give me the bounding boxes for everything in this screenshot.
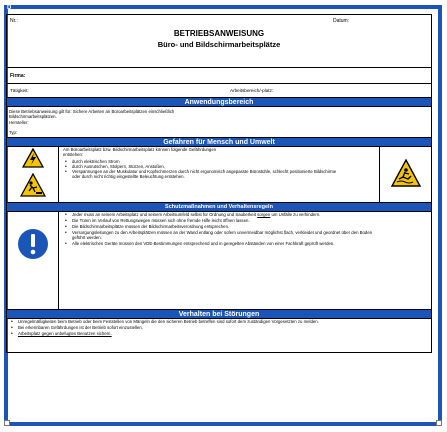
firma-label: Firma:	[10, 73, 26, 79]
anwendungsbereich-body	[6, 107, 432, 138]
taetigkeit-label: Tätigkeit:	[10, 88, 29, 93]
hersteller-label: Hersteller:	[9, 120, 29, 125]
document-subtitle: Büro- und Bildschirmarbeitsplätze	[157, 40, 281, 49]
header-block	[6, 14, 432, 68]
corner-label: D	[7, 5, 12, 11]
section-header-anwendungsbereich: Anwendungsbereich	[6, 98, 432, 107]
stoerungen-list	[9, 320, 427, 337]
stoerungen-item: • Arbeitsplatz gegen unbefugtes Benutzen sichern.	[9, 332, 427, 337]
gefahren-body	[6, 147, 432, 203]
schutz-item: • Die Bildschirmarbeitsplätze müssen der Bildschirmarbeitsverordnung entsprechen.	[63, 225, 379, 230]
schutz-icon-cell	[7, 212, 59, 309]
mandatory-sign-icon	[17, 228, 49, 260]
trip-warning-icon	[20, 173, 46, 197]
gefahren-intro-2: entstehen:	[63, 151, 84, 157]
gefahren-intro-1: Am Büroarbeitsplatz bzw. Bildschirmarbeitsplatz können folgende Gefährdungen	[63, 147, 217, 152]
slip-warning-icon	[391, 159, 421, 187]
gefahren-list	[63, 160, 375, 180]
gefahren-text	[63, 148, 375, 179]
stoerungen-item: • Unregelmäßigkeiten beim Betrieb oder beim Feststellen von Mängeln die den sicheren Betrieb betreffen sind sofort dem zuständigen Vorgesetzten zu melden.	[9, 320, 427, 325]
arbeitsbereich-label: Arbeitsbereich/-platz:	[230, 88, 274, 93]
gefahren-icons-cell	[7, 147, 59, 202]
typ-label: Typ:	[9, 130, 18, 135]
electric-warning-icon	[22, 148, 44, 168]
schutz-item: • Alle elektrischen Geräte müssen den VDE-Bestimmungen entsprechend und in geregelten Abständen von einer Fachkraft geprüft werden.	[63, 242, 379, 247]
schutz-item: • Die Türen im Verlauf von Rettungswegen müssen sich ohne fremde Hilfe leicht öffnen lassen.	[63, 219, 379, 224]
section-header-gefahren: Gefahren für Mensch und Umwelt	[6, 138, 432, 147]
section-header-stoerungen: Verhalten bei Störungen	[6, 310, 432, 319]
document-title: BETRIEBSANWEISUNG	[173, 29, 265, 38]
firma-row	[6, 68, 432, 84]
resize-handle-bottom-left[interactable]	[4, 420, 10, 426]
schutz-list	[63, 213, 379, 246]
schutz-text	[63, 213, 379, 246]
stoerungen-body	[6, 319, 432, 353]
nr-label: Nr.:	[10, 18, 18, 24]
gefahren-item: • Verspannungen an der Muskulatur und Kopfschmerzen durch nicht ergonomisch angepasste Bürostühle, schlecht positionierte Bildschirme oder durch nicht richtig eingestellte Beleuchtung entstehen.	[63, 170, 375, 180]
gefahren-item: • durch elektrischen Strom	[63, 160, 375, 165]
anwendung-text-2: Bildschirmarbeitsplätzen.	[9, 114, 57, 119]
datum-label: Datum:	[333, 18, 350, 24]
resize-handle-bottom-right[interactable]	[436, 420, 442, 426]
schutz-item: • Versorgungsleitungen zu den Arbeitsplätzen müssen an der Wand entlang oder sofern unvermeidbar möglichst flach, verkleidet und geordnet über den Boden geführt werden.	[63, 231, 379, 241]
gefahren-icons-right-cell	[379, 147, 431, 202]
gefahren-item: • durch Ausrutschen, Stolpern, Stürzen, Anstoßen,	[63, 165, 375, 170]
anwendung-text-1: Diese Betriebsanweisung gilt für: Sichere Arbeiten an Büroarbeitsplätzen einschließlich	[9, 109, 175, 114]
schutz-item: • Jeder muss an seinem Arbeitsplatz und seinem Arbeitsumfeld selbst für Ordnung und Sauberkeit sorgen um Unfälle zu verhindern.	[63, 213, 379, 218]
schutz-body	[6, 212, 432, 310]
document-sheet	[6, 14, 432, 353]
taetigkeit-row	[6, 84, 432, 98]
section-header-schutzmassnahmen: Schutzmaßnahmen und Verhaltensregeln	[6, 203, 432, 212]
stoerungen-item: • Bei erkennbaren Gefährdungen ist der Betrieb sofort einzustellen.	[9, 326, 427, 331]
